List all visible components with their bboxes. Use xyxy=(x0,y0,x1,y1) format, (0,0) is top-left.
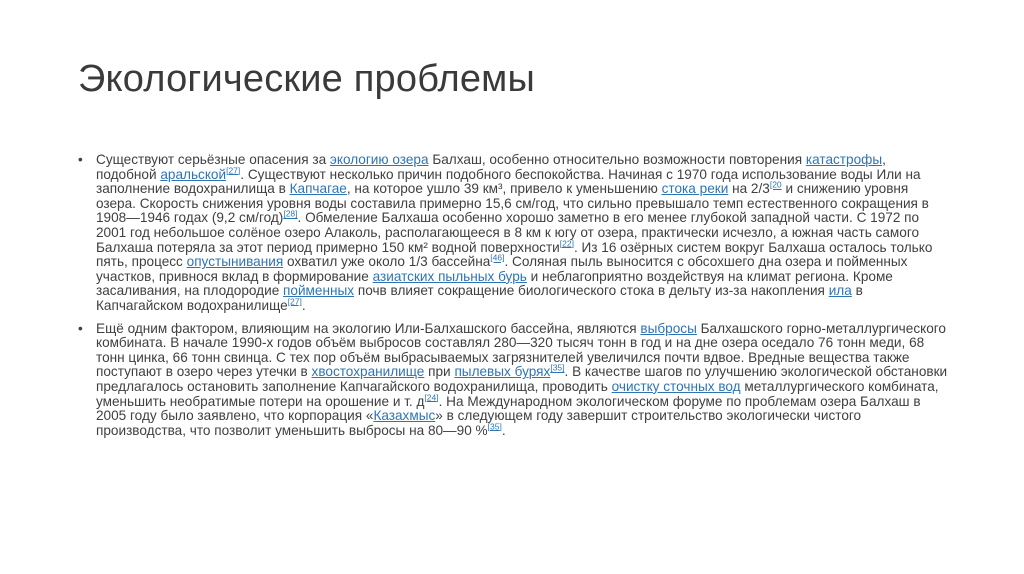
text: Балхашского горно-металлургического комбината. В начале 1990-х годов объём выбросов составлял 280—320 тысяч тонн в год и на дне озера оседало 76 тонн меди, 68 тонн цинка, 66 тонн свинца. С тех пор объём выбрасываемых загрязнителей увеличился почти вдвое. Вредные вещества также поступают в озеро через утечки в xyxy=(96,320,946,380)
text: . xyxy=(501,422,506,438)
text: охватил уже около 1/3 бассейна xyxy=(283,254,491,270)
link-aral[interactable]: аральской xyxy=(160,166,227,182)
text: Существуют серьёзные опасения за xyxy=(96,152,330,167)
link-dust-storms[interactable]: пылевых бурях xyxy=(454,364,551,380)
link-asian-dust-storms[interactable]: азиатских пыльных бурь xyxy=(372,268,527,284)
link-tailings[interactable]: хвостохранилище xyxy=(311,364,425,380)
text: и снижению уровня озера. Скорость снижения уровня воды составила примерно 15,6 см/год, что сильно превышало темп естественного сокращения в 1908—1946 годах (9,2 см/год) xyxy=(96,181,929,226)
link-floodplain[interactable]: пойменных xyxy=(283,283,355,299)
text: металлургического комбината, уменьшить необратимые потери на орошение и т. д xyxy=(96,378,939,409)
text: почв влияет сокращение биологического стока в дельту из-за накопления xyxy=(354,283,829,299)
ref-24[interactable]: [24] xyxy=(424,391,439,402)
link-kazakhmys[interactable]: Казахмыс xyxy=(373,408,436,424)
text: при xyxy=(424,364,455,380)
text: в Капчагайском водохранилище xyxy=(96,283,863,313)
link-silt[interactable]: ила xyxy=(828,283,852,299)
slide-content xyxy=(78,153,948,446)
text: Ещё одним фактором, влияющим на экологию Или-Балхашского бассейна, являются xyxy=(96,320,641,336)
text: и неблагоприятно воздействуя на климат региона. Кроме засаливания, на плодородие xyxy=(96,268,893,299)
ref-35b[interactable]: [35] xyxy=(487,421,502,432)
link-catastrophe[interactable]: катастрофы xyxy=(805,152,883,167)
link-desertification[interactable]: опустынивания xyxy=(186,254,284,270)
ref-35[interactable]: [35] xyxy=(550,362,565,373)
link-emissions[interactable]: выбросы xyxy=(640,320,697,336)
slide-title: Экологические проблемы xyxy=(78,58,536,100)
text: . На Международном экологическом форуме по проблемам озера Балхаш в 2005 году было заявлено, что корпорация « xyxy=(96,393,921,424)
text: . Обмеление Балхаша особенно хорошо заметно в его менее глубокой западной части. С 1972 по 2001 год небольшое солёное озеро Алаколь, располагающееся в 8 км к югу от озера, практически исчезло, а южная часть самого Балхаша потеряла за этот период примерно 150 км² водной поверхности xyxy=(96,210,920,255)
text: . Соляная пыль выносится с обсохшего дна озера и пойменных участков, привнося вклад в формирование xyxy=(96,254,908,284)
bullet-dot-icon: • xyxy=(78,152,83,167)
text: на 2/3 xyxy=(728,181,770,197)
link-ecology-lake[interactable]: экологию озера xyxy=(329,152,429,167)
link-wastewater-treatment[interactable]: очистку сточных вод xyxy=(611,378,741,394)
text: . Из 16 озёрных систем вокруг Балхаша осталось только пять, процесс xyxy=(96,239,933,270)
text: Балхаш, особенно относительно возможности повторения xyxy=(428,152,806,167)
text: . xyxy=(301,297,306,313)
text: » в следующем году завершит строительство экологически чистого производства, что позволит уменьшить выбросы на 80—90 % xyxy=(96,408,862,438)
ref-27b[interactable]: [27] xyxy=(287,296,302,307)
ref-22[interactable]: [22] xyxy=(559,238,574,249)
text: , на которое ушло 39 км³, привело к уменьшению xyxy=(346,181,662,197)
ref-20[interactable]: [20 xyxy=(769,179,782,190)
ref-28[interactable]: [28] xyxy=(283,208,298,219)
bullet-paragraph-1 xyxy=(78,153,948,314)
text: . Существуют несколько причин подобного беспокойства. Начиная с 1970 года использование воды Или на заполнение водохранилища в xyxy=(96,166,921,197)
link-kapchagay[interactable]: Капчагае xyxy=(289,181,347,197)
ref-46[interactable]: [46] xyxy=(490,252,505,263)
ref-27[interactable]: [27] xyxy=(226,165,241,176)
bullet-dot-icon: • xyxy=(78,320,83,336)
link-river-flow[interactable]: стока реки xyxy=(661,181,729,197)
text: . В качестве шагов по улучшению экологической обстановки предлагалось остановить заполнение Капчагайского водохранилища, проводить xyxy=(96,364,948,394)
bullet-paragraph-2 xyxy=(78,322,948,439)
text: , подобной xyxy=(96,152,886,182)
